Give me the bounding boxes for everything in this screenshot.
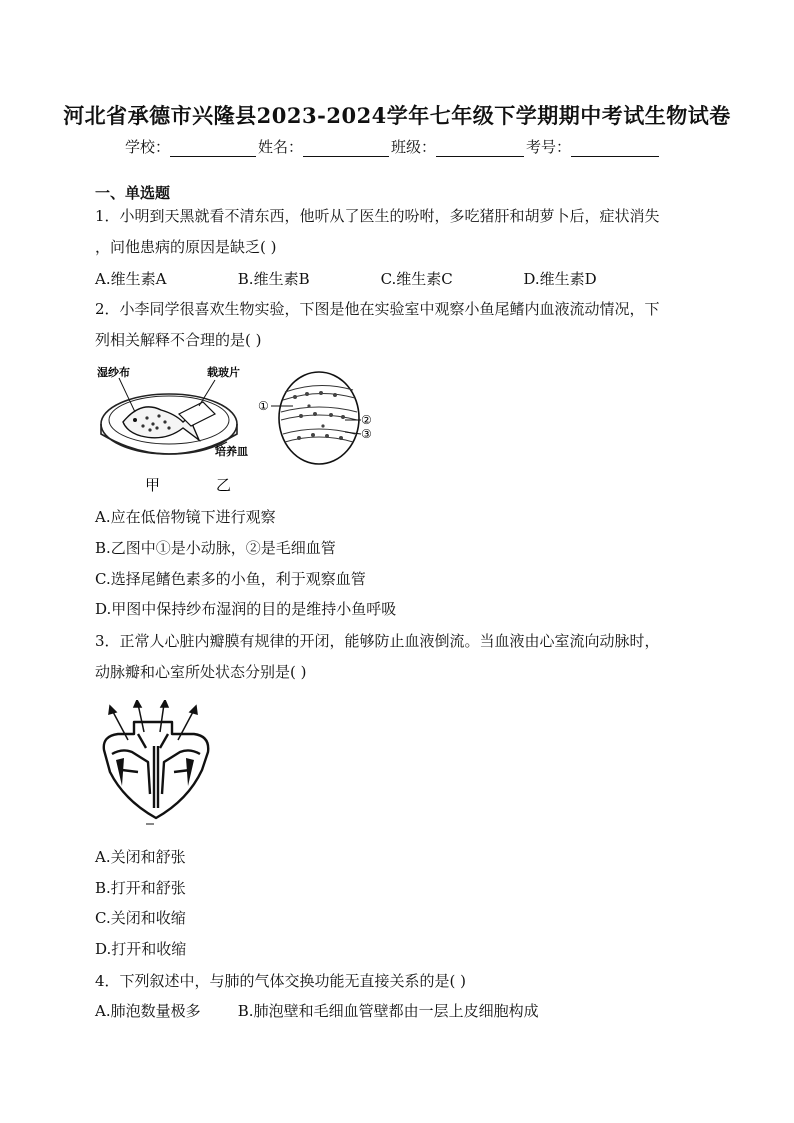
q2-figure bbox=[95, 362, 385, 497]
q3-option-a[interactable]: A.关闭和舒张 bbox=[95, 848, 186, 866]
caption-yi: 乙 bbox=[216, 476, 232, 494]
q4-stem-line1: 4．下列叙述中，与肺的气体交换功能无直接关系的是( ) bbox=[95, 972, 467, 990]
q4-option-b[interactable]: B.肺泡壁和毛细血管壁都由一层上皮细胞构成 bbox=[237, 1002, 539, 1020]
name-label: 姓名： bbox=[258, 138, 304, 156]
q1-option-a[interactable]: A.维生素A bbox=[95, 270, 167, 288]
heart-diagram bbox=[98, 700, 218, 830]
q1-stem-line2: ，问他患病的原因是缺乏( ) bbox=[95, 238, 277, 256]
q3-stem-line2: 动脉瓣和心室所处状态分别是( ) bbox=[95, 663, 307, 681]
q3-option-c[interactable]: C.关闭和收缩 bbox=[95, 909, 186, 927]
school-blank[interactable] bbox=[170, 140, 256, 157]
petri-dish-drawing bbox=[101, 378, 237, 454]
q2-option-d[interactable]: D.甲图中保持纱布湿润的目的是维持小鱼呼吸 bbox=[95, 600, 397, 618]
class-blank[interactable] bbox=[436, 140, 524, 157]
q4-option-a[interactable]: A.肺泡数量极多 bbox=[95, 1002, 201, 1020]
class-label: 班级： bbox=[391, 138, 437, 156]
school-label: 学校： bbox=[125, 138, 171, 156]
caption-jia: 甲 bbox=[145, 476, 161, 494]
marker-2: ② bbox=[361, 413, 372, 427]
exam-number-blank[interactable] bbox=[571, 140, 659, 157]
exam-number-label: 考号： bbox=[526, 138, 572, 156]
marker-3: ③ bbox=[361, 427, 372, 441]
microscope-view-drawing bbox=[271, 372, 361, 464]
name-blank[interactable] bbox=[303, 140, 389, 157]
page-title: 河北省承德市兴隆县2023-2024学年七年级下学期期中考试生物试卷 bbox=[63, 103, 731, 128]
q3-option-d[interactable]: D.打开和收缩 bbox=[95, 940, 187, 958]
section-title: 一、单选题 bbox=[95, 184, 171, 202]
label-wet-gauze: 湿纱布 bbox=[97, 366, 130, 379]
q2-option-c[interactable]: C.选择尾鳍色素多的小鱼，利于观察血管 bbox=[95, 570, 366, 588]
q1-option-d[interactable]: D.维生素D bbox=[523, 270, 597, 288]
student-info-row bbox=[125, 136, 685, 157]
q1-stem-line1: 1．小明到天黑就看不清东西，他听从了医生的吩咐，多吃猪肝和胡萝卜后，症状消失 bbox=[95, 207, 660, 225]
marker-1: ① bbox=[258, 399, 269, 413]
q4-options bbox=[95, 1000, 539, 1021]
q1-option-b[interactable]: B.维生素B bbox=[237, 270, 310, 288]
q3-option-b[interactable]: B.打开和舒张 bbox=[95, 879, 186, 897]
q3-stem-line1: 3．正常人心脏内瓣膜有规律的开闭，能够防止血液倒流。当血液由心室流向动脉时， bbox=[95, 632, 660, 650]
q1-option-c[interactable]: C.维生素C bbox=[380, 270, 453, 288]
label-petri-dish: 培养皿 bbox=[215, 445, 248, 458]
q2-option-b[interactable]: B.乙图中①是小动脉，②是毛细血管 bbox=[95, 539, 336, 557]
q1-options bbox=[95, 268, 597, 289]
q2-stem-line1: 2．小李同学很喜欢生物实验，下图是他在实验室中观察小鱼尾鳍内血液流动情况，下 bbox=[95, 300, 660, 318]
q2-option-a[interactable]: A.应在低倍物镜下进行观察 bbox=[95, 508, 276, 526]
label-glass-slide: 载玻片 bbox=[207, 366, 240, 379]
q2-stem-line2: 列相关解释不合理的是( ) bbox=[95, 331, 262, 349]
